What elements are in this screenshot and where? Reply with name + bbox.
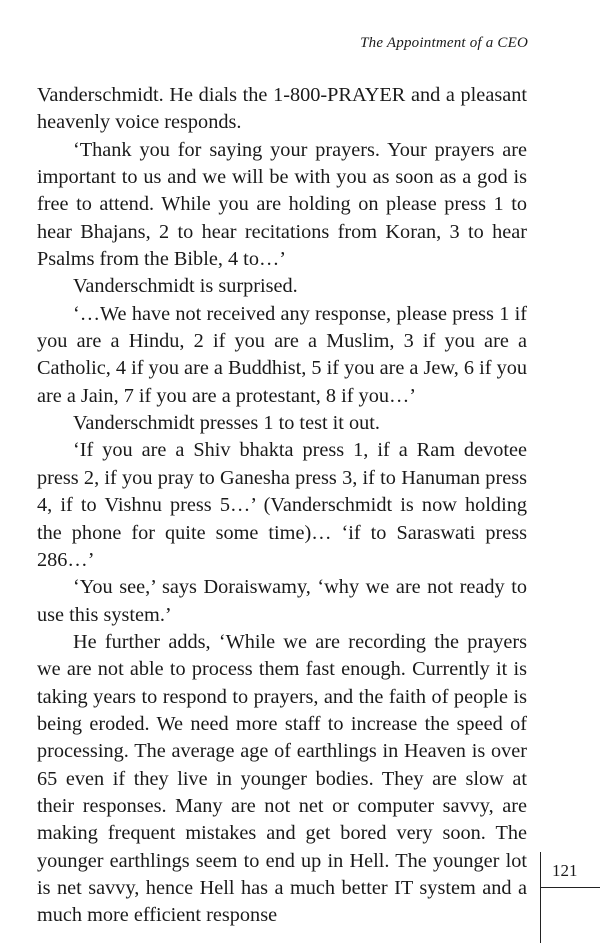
paragraph-1: Vanderschmidt. He dials the 1-800-PRAYER and a pleasant heavenly voice responds. bbox=[37, 84, 527, 134]
paragraph-5: Vanderschmidt presses 1 to test it out. bbox=[73, 412, 380, 435]
page-number: 121 bbox=[552, 861, 578, 880]
page-corner-horizontal-rule bbox=[540, 887, 600, 888]
running-head-title: The Appointment of a CEO bbox=[360, 35, 528, 51]
paragraph-8: He further adds, ‘While we are recording the prayers we are not able to process them fast enough. Currently it is taking years to respond to prayers, and the faith of people is being eroded. We need more staff to increase the speed of processing. The average age of earthlings in Heaven is over 65 even if they live in younger bodies. They are slow at their responses. Many are not net or computer savvy, are making frequent mistakes and get bored very soon. The younger earthlings seem to end up in Hell. The younger lot is net savvy, hence Hell has a much better IT system and a much more efficient response bbox=[37, 630, 527, 927]
paragraph-6: ‘If you are a Shiv bhakta press 1, if a Ram devotee press 2, if you pray to Ganesha press 3, if to Hanuman press 4, if to Vishnu press 5…’ (Vanderschmidt is now holding the phone for quite some time)… ‘if to Saraswati press 286…’ bbox=[37, 439, 527, 571]
page-body bbox=[37, 82, 527, 930]
paragraph-4: ‘…We have not received any response, please press 1 if you are a Hindu, 2 if you are a Muslim, 3 if you are a Catholic, 4 if you are a Buddhist, 5 if you are a Jew, 6 if you are a Jain, 7 if you are a protestant, 8 if you…’ bbox=[37, 302, 527, 407]
page-corner-vertical-rule bbox=[540, 852, 541, 943]
paragraph-7: ‘You see,’ says Doraiswamy, ‘why we are not ready to use this system.’ bbox=[37, 576, 527, 626]
paragraph-3: Vanderschmidt is surprised. bbox=[73, 275, 298, 298]
paragraph-2: ‘Thank you for saying your prayers. Your prayers are important to us and we will be with you as soon as a god is free to attend. While you are holding on please press 1 to hear Bhajans, 2 to hear recitations from Koran, 3 to hear Psalms from the Bible, 4 to…’ bbox=[37, 138, 527, 271]
